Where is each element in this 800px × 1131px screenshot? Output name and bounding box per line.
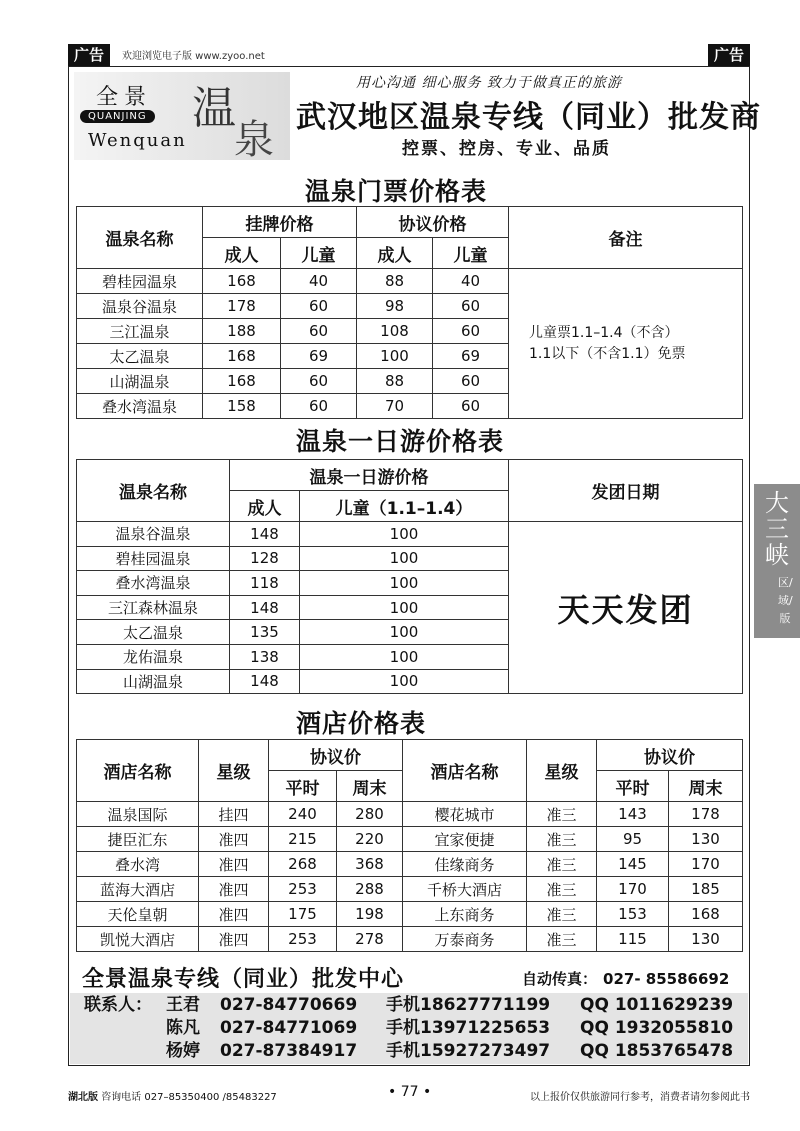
cell-name: 上东商务 <box>403 902 527 927</box>
cell-name: 三江温泉 <box>77 319 203 344</box>
cell-value: 40 <box>433 269 509 294</box>
cell-name: 叠水湾温泉 <box>77 571 230 596</box>
contact-mobile: 手机13971225653 <box>386 1018 551 1038</box>
header-star: 星级 <box>527 740 597 802</box>
cell-star: 准三 <box>527 927 597 952</box>
cell-value: 148 <box>230 522 300 547</box>
footer-left <box>68 1088 277 1103</box>
cell-value: 60 <box>281 294 357 319</box>
cell-value: 168 <box>203 344 281 369</box>
cell-value: 100 <box>357 344 433 369</box>
logo <box>74 72 290 163</box>
cell-value: 185 <box>669 877 743 902</box>
cell-name: 温泉谷温泉 <box>77 522 230 547</box>
cell-name: 碧桂园温泉 <box>77 546 230 571</box>
logo-wen: 温 <box>192 83 236 134</box>
table-row <box>77 877 743 902</box>
header-child: 儿童 <box>433 238 509 269</box>
contact-tel: 027-84771069 <box>220 1018 358 1038</box>
cell-name: 温泉国际 <box>77 802 199 827</box>
cell-star: 准四 <box>199 902 269 927</box>
cell-value: 130 <box>669 827 743 852</box>
cell-value: 60 <box>281 394 357 419</box>
logo-quanjing: 全景 <box>96 85 153 110</box>
cell-value: 158 <box>203 394 281 419</box>
cell-value: 100 <box>300 522 509 547</box>
header-adult: 成人 <box>230 491 300 522</box>
cell-name: 天伦皇朝 <box>77 902 199 927</box>
cell-star: 准三 <box>527 827 597 852</box>
cell-value: 253 <box>269 877 337 902</box>
cell-value: 60 <box>433 319 509 344</box>
contact-qq: QQ 1853765478 <box>580 1041 734 1061</box>
cell-name: 龙佑温泉 <box>77 644 230 669</box>
cell-name: 山湖温泉 <box>77 669 230 694</box>
cell-value: 135 <box>230 620 300 645</box>
header-spring-name: 温泉名称 <box>77 460 230 522</box>
cell-value: 115 <box>597 927 669 952</box>
cell-name: 樱花城市 <box>403 802 527 827</box>
remark-line: 儿童票1.1–1.4（不含） <box>529 324 679 341</box>
header-weekend: 周末 <box>337 771 403 802</box>
header-weekend: 周末 <box>669 771 743 802</box>
cell-name: 佳缘商务 <box>403 852 527 877</box>
header-adult: 成人 <box>357 238 433 269</box>
footer-hotline: 咨询电话 027–85350400 /85483227 <box>101 1092 277 1103</box>
table-row <box>77 927 743 952</box>
cell-name: 温泉谷温泉 <box>77 294 203 319</box>
table-row <box>77 827 743 852</box>
header-agreed-price: 协议价格 <box>357 207 509 238</box>
cell-name: 捷臣汇东 <box>77 827 199 852</box>
ticket-remark <box>509 269 743 419</box>
cell-value: 170 <box>597 877 669 902</box>
hotel-price-table <box>76 739 743 952</box>
contact-tel: 027-87384917 <box>220 1041 358 1061</box>
cell-value: 69 <box>281 344 357 369</box>
table-row <box>77 269 743 294</box>
fax-label: 自动传真： <box>522 970 598 988</box>
cell-value: 168 <box>203 269 281 294</box>
cell-value: 60 <box>281 369 357 394</box>
header-star: 星级 <box>199 740 269 802</box>
logo-wenquan-en: Wenquan <box>88 130 187 151</box>
cell-name: 碧桂园温泉 <box>77 269 203 294</box>
cell-star: 准四 <box>199 852 269 877</box>
header-child: 儿童（1.1–1.4） <box>300 491 509 522</box>
cell-star: 准四 <box>199 877 269 902</box>
logo-quan: 泉 <box>234 117 274 163</box>
ad-tag-left: 广告 <box>68 44 110 66</box>
logo-pill: QUANJING <box>80 110 155 123</box>
cell-name: 宜家便捷 <box>403 827 527 852</box>
header-spring-name: 温泉名称 <box>77 207 203 269</box>
header-weekday: 平时 <box>269 771 337 802</box>
header-listed-price: 挂牌价格 <box>203 207 357 238</box>
header-hotel-name: 酒店名称 <box>403 740 527 802</box>
table-row <box>77 802 743 827</box>
cell-value: 69 <box>433 344 509 369</box>
header-hotel-name: 酒店名称 <box>77 740 199 802</box>
wholesale-center: 全景温泉专线（同业）批发中心 <box>82 967 405 992</box>
cell-value: 145 <box>597 852 669 877</box>
cell-name: 凯悦大酒店 <box>77 927 199 952</box>
header-agreed-price: 协议价 <box>269 740 403 771</box>
cell-value: 70 <box>357 394 433 419</box>
ticket-price-table <box>76 206 743 419</box>
header-departure-date: 发团日期 <box>509 460 743 522</box>
cell-value: 95 <box>597 827 669 852</box>
cell-value: 198 <box>337 902 403 927</box>
cell-value: 143 <box>597 802 669 827</box>
headline: 武汉地区温泉专线（同业）批发商 <box>296 100 761 135</box>
header-child: 儿童 <box>281 238 357 269</box>
cell-name: 蓝海大酒店 <box>77 877 199 902</box>
cell-value: 168 <box>669 902 743 927</box>
footer-disclaimer: 以上报价仅供旅游同行参考，消费者请勿参阅此书 <box>530 1092 750 1103</box>
contact-label: 联系人： <box>84 995 152 1015</box>
daytour-price-table <box>76 459 743 694</box>
cell-value: 268 <box>269 852 337 877</box>
cell-value: 100 <box>300 620 509 645</box>
cell-value: 178 <box>669 802 743 827</box>
cell-value: 40 <box>281 269 357 294</box>
ticket-table-title: 温泉门票价格表 <box>305 177 488 206</box>
cell-star: 准四 <box>199 927 269 952</box>
cell-value: 240 <box>269 802 337 827</box>
contact-row <box>70 994 748 1017</box>
region-side-tab[interactable] <box>754 484 800 638</box>
header-remark: 备注 <box>509 207 743 269</box>
hotel-table-title: 酒店价格表 <box>296 709 427 738</box>
cell-name: 千桥大酒店 <box>403 877 527 902</box>
cell-value: 128 <box>230 546 300 571</box>
cell-value: 100 <box>300 546 509 571</box>
cell-name: 万泰商务 <box>403 927 527 952</box>
contacts-panel <box>70 993 748 1064</box>
cell-name: 山湖温泉 <box>77 369 203 394</box>
contact-name: 杨婷 <box>166 1041 200 1061</box>
cell-value: 280 <box>337 802 403 827</box>
table-row <box>77 902 743 927</box>
header-weekday: 平时 <box>597 771 669 802</box>
cell-value: 148 <box>230 669 300 694</box>
daily-departure: 天天发团 <box>509 522 743 694</box>
contact-row <box>70 1040 748 1063</box>
cell-value: 368 <box>337 852 403 877</box>
header-daytour-price: 温泉一日游价格 <box>230 460 509 491</box>
cell-name: 太乙温泉 <box>77 620 230 645</box>
cell-value: 60 <box>281 319 357 344</box>
cell-star: 准三 <box>527 877 597 902</box>
cell-star: 准三 <box>527 902 597 927</box>
ad-tag-right: 广告 <box>708 44 750 66</box>
contact-name: 王君 <box>166 995 200 1015</box>
cell-star: 挂四 <box>199 802 269 827</box>
header-adult: 成人 <box>203 238 281 269</box>
page-number: • 77 • <box>388 1084 432 1100</box>
cell-value: 168 <box>203 369 281 394</box>
cell-value: 108 <box>357 319 433 344</box>
side-tab-title: 大三峡 <box>765 489 789 569</box>
fax-number: 027- 85586692 <box>603 970 730 988</box>
cell-value: 253 <box>269 927 337 952</box>
cell-value: 178 <box>203 294 281 319</box>
cell-name: 太乙温泉 <box>77 344 203 369</box>
table-row <box>77 522 743 547</box>
contact-mobile: 手机15927273497 <box>386 1041 551 1061</box>
contact-mobile: 手机18627771199 <box>386 995 551 1015</box>
daytour-table-title: 温泉一日游价格表 <box>296 427 505 456</box>
side-tab-subtitle: 区/域/版 <box>778 576 793 625</box>
cell-value: 278 <box>337 927 403 952</box>
fax-info <box>522 968 729 989</box>
header-agreed-price: 协议价 <box>597 740 743 771</box>
cell-value: 175 <box>269 902 337 927</box>
contact-row <box>70 1017 748 1040</box>
cell-star: 准三 <box>527 802 597 827</box>
footer-edition: 湖北版 <box>68 1092 98 1103</box>
cell-value: 138 <box>230 644 300 669</box>
cell-name: 三江森林温泉 <box>77 595 230 620</box>
slogan: 用心沟通 细心服务 致力于做真正的旅游 <box>356 75 622 91</box>
contact-name: 陈凡 <box>166 1018 200 1038</box>
cell-value: 100 <box>300 669 509 694</box>
cell-value: 148 <box>230 595 300 620</box>
cell-name: 叠水湾 <box>77 852 199 877</box>
cell-value: 288 <box>337 877 403 902</box>
cell-star: 准四 <box>199 827 269 852</box>
cell-value: 100 <box>300 595 509 620</box>
contact-qq: QQ 1011629239 <box>580 995 734 1015</box>
cell-value: 118 <box>230 571 300 596</box>
welcome-text: 欢迎浏览电子版 www.zyoo.net <box>122 51 265 62</box>
cell-value: 88 <box>357 369 433 394</box>
subline: 控票、控房、专业、品质 <box>402 139 611 159</box>
table-row <box>77 852 743 877</box>
cell-value: 88 <box>357 269 433 294</box>
cell-star: 准三 <box>527 852 597 877</box>
cell-value: 60 <box>433 394 509 419</box>
cell-value: 130 <box>669 927 743 952</box>
cell-value: 188 <box>203 319 281 344</box>
cell-name: 叠水湾温泉 <box>77 394 203 419</box>
cell-value: 98 <box>357 294 433 319</box>
remark-line: 1.1以下（不含1.1）免票 <box>529 345 686 362</box>
cell-value: 60 <box>433 369 509 394</box>
cell-value: 220 <box>337 827 403 852</box>
cell-value: 170 <box>669 852 743 877</box>
cell-value: 100 <box>300 571 509 596</box>
contact-tel: 027-84770669 <box>220 995 358 1015</box>
cell-value: 60 <box>433 294 509 319</box>
contact-qq: QQ 1932055810 <box>580 1018 734 1038</box>
cell-value: 153 <box>597 902 669 927</box>
cell-value: 100 <box>300 644 509 669</box>
cell-value: 215 <box>269 827 337 852</box>
